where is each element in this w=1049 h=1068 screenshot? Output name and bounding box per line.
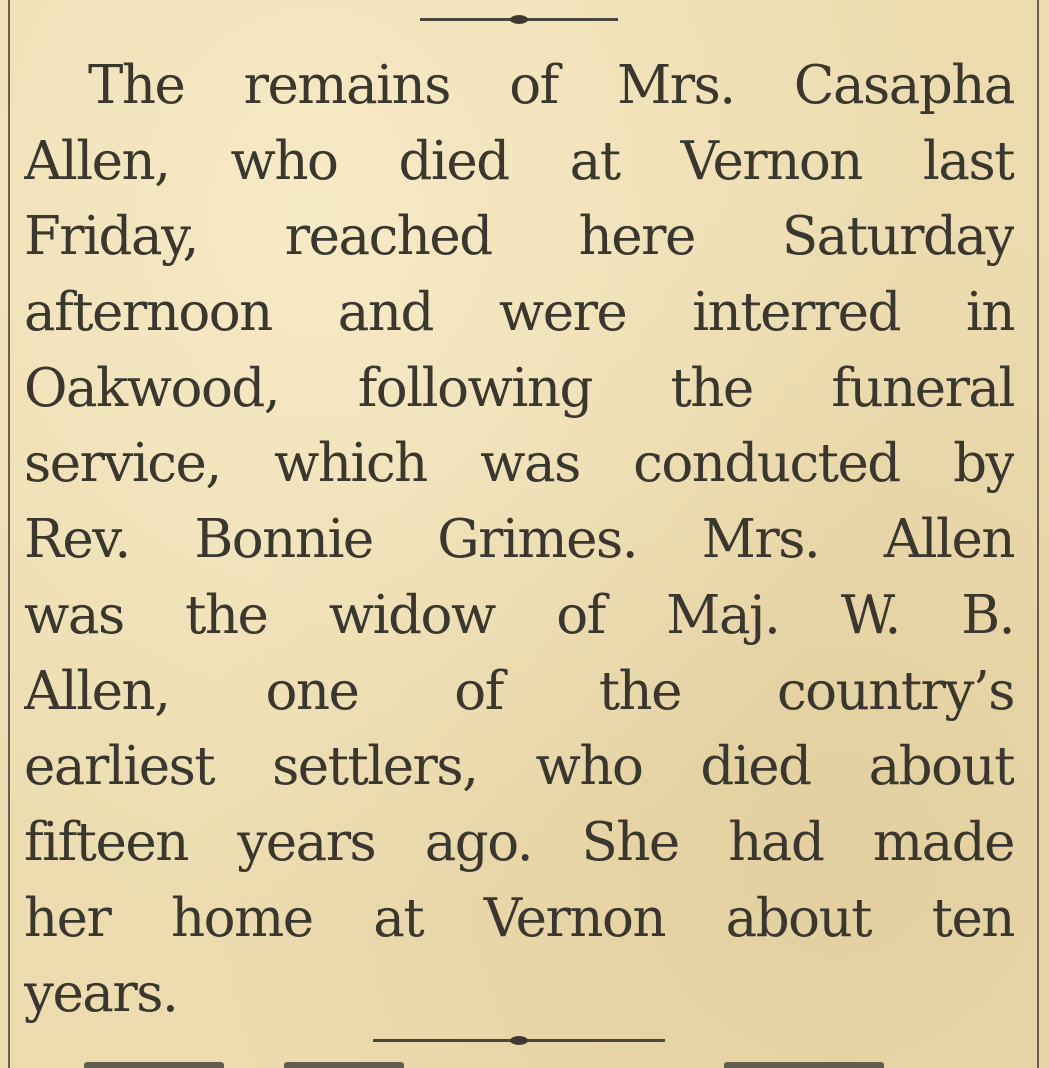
article-line: service, which was conducted by [24, 433, 1014, 495]
article-line: Rev. Bonnie Grimes. Mrs. Allen [24, 509, 1014, 571]
obituary-paragraph [24, 48, 1014, 1032]
article-line: earliest settlers, who died about [24, 736, 1014, 798]
cut-off-next-text [24, 1056, 1014, 1068]
article-line: fifteen years ago. She had made [24, 811, 1014, 873]
article-line: Friday, reached here Saturday [24, 206, 1014, 268]
column-rule-right [1037, 0, 1039, 1068]
bottom-divider-rule [373, 1039, 665, 1042]
article-line: Oakwood, following the funeral [24, 357, 1014, 419]
article-line: afternoon and were interred in [24, 282, 1014, 344]
article-line: Allen, who died at Vernon last [24, 130, 1014, 192]
article-line: Allen, one of the country’s [24, 660, 1014, 722]
article-line: was the widow of Maj. W. B. [24, 584, 1014, 646]
article-line: years. [24, 963, 178, 1025]
cut-off-previous-text [24, 0, 1014, 6]
article-line: her home at Vernon about ten [24, 887, 1014, 949]
column-rule-left [8, 0, 10, 1068]
article-line: The remains of Mrs. Casapha [88, 55, 1014, 116]
top-divider-rule [420, 18, 618, 21]
